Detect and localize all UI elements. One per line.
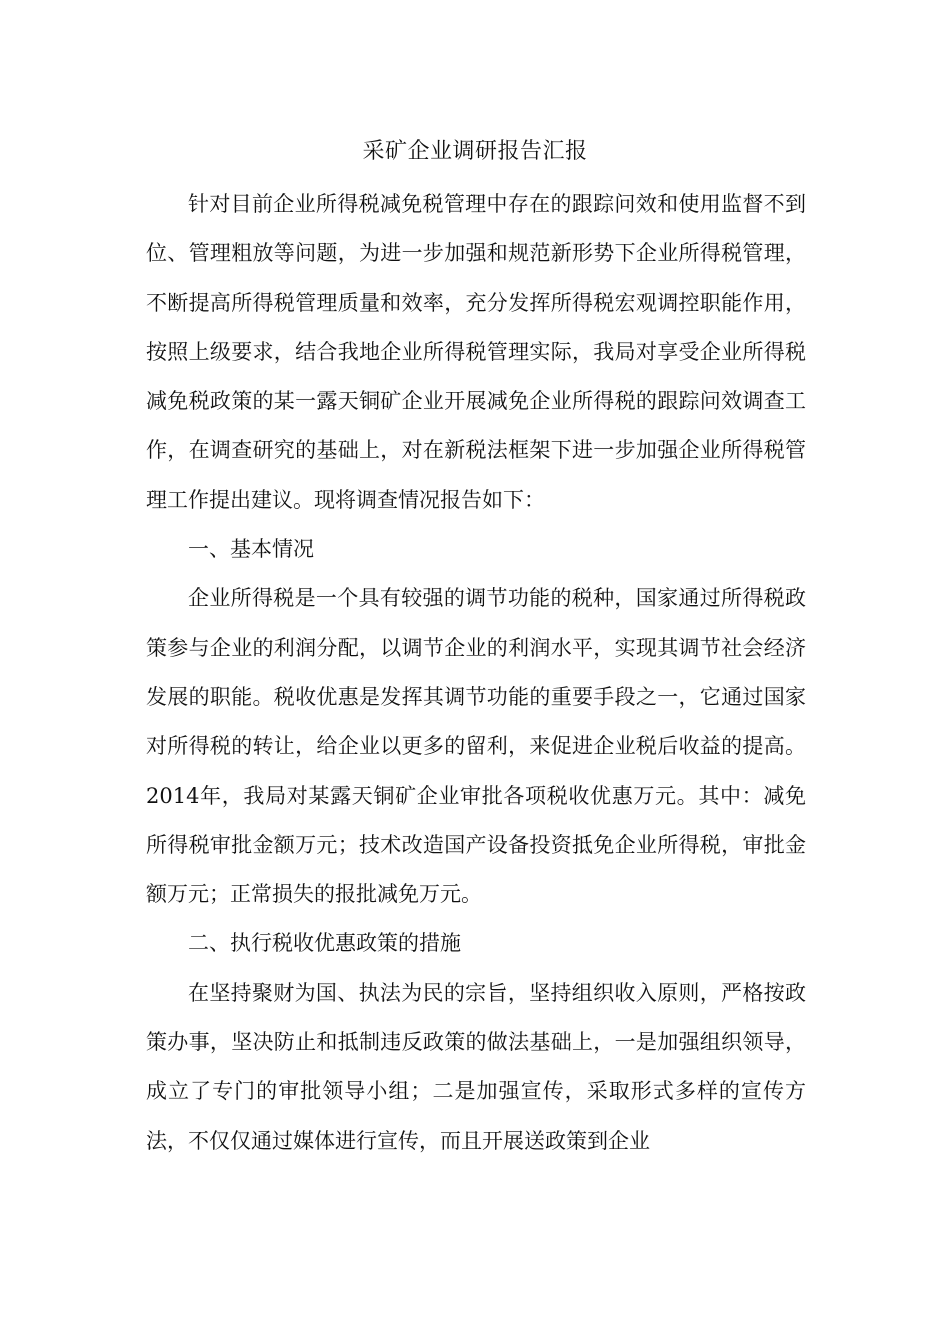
basic-situation-paragraph: 企业所得税是一个具有较强的调节功能的税种，国家通过所得税政策参与企业的利润分配，以调节企业的利润水平，实现其调节社会经济发展的职能。税收优惠是发挥其调节功能的重要手段之一，它通过国家对所得税的转让，给企业以更多的留利，来促进企业税后收益的提高。2014年，我局对某露天铜矿企业审批各项税收优惠万元。其中：减免所得税审批金额万元；技术改造国产设备投资抵免企业所得税，审批金额万元；正常损失的报批减免万元。	[146, 586, 806, 907]
section-heading-measures: 二、执行税收优惠政策的措施	[188, 931, 461, 956]
intro-paragraph: 针对目前企业所得税减免税管理中存在的跟踪问效和使用监督不到位、管理粗放等问题，为进一步加强和规范新形势下企业所得税管理，不断提高所得税管理质量和效率，充分发挥所得税宏观调控职能作用，按照上级要求，结合我地企业所得税管理实际，我局对享受企业所得税减免税政策的某一露天铜矿企业开展减免企业所得税的跟踪问效调查工作，在调查研究的基础上，对在新税法框架下进一步加强企业所得税管理工作提出建议。现将调查情况报告如下：	[146, 192, 806, 512]
document-body	[146, 180, 806, 1166]
section-heading-basic-situation: 一、基本情况	[188, 537, 314, 562]
measures-paragraph: 在坚持聚财为国、执法为民的宗旨，坚持组织收入原则，严格按政策办事，坚决防止和抵制违反政策的做法基础上，一是加强组织领导，成立了专门的审批领导小组；二是加强宣传，采取形式多样的宣传方法，不仅仅通过媒体进行宣传，而且开展送政策到企业	[146, 980, 806, 1153]
document-title: 采矿企业调研报告汇报	[362, 139, 588, 164]
